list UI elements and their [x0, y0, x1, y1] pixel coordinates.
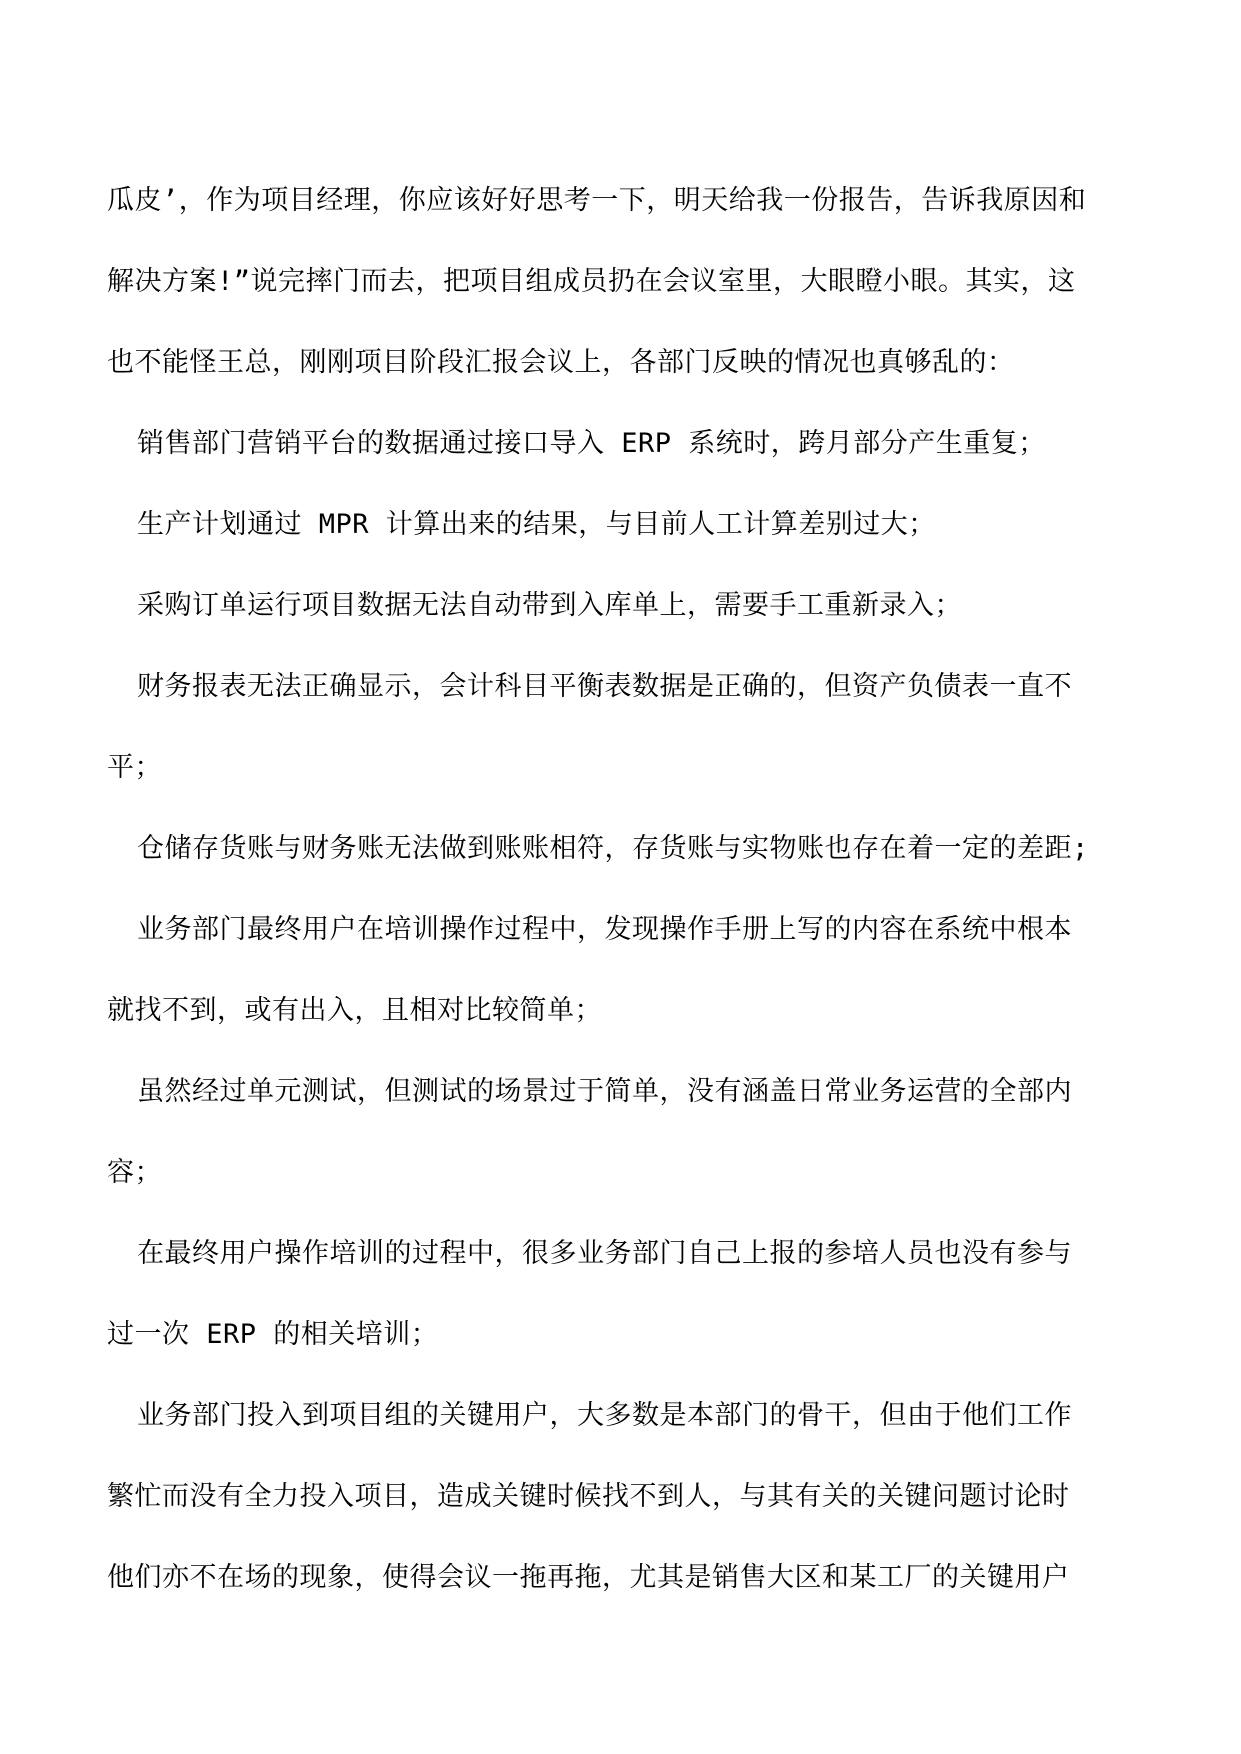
text-line: 繁忙而没有全力投入项目，造成关键时候找不到人，与其有关的关键问题讨论时 [107, 1481, 1070, 1512]
text-line: 瓜皮’，作为项目经理，你应该好好思考一下，明天给我一份报告，告诉我原因和 [107, 185, 1087, 216]
text-line: 解决方案!”说完摔门而去，把项目组成员扔在会议室里，大眼瞪小眼。其实，这 [107, 266, 1076, 297]
text-line: 生产计划通过 MPR 计算出来的结果，与目前人工计算差别过大； [137, 509, 936, 540]
text-line: 采购订单运行项目数据无法自动带到入库单上，需要手工重新录入； [137, 590, 962, 621]
text-line: 仓储存货账与财务账无法做到账账相符，存货账与实物账也存在着一定的差距; [137, 833, 1089, 864]
text-line: 业务部门最终用户在培训操作过程中，发现操作手册上写的内容在系统中根本 [137, 914, 1072, 945]
text-line: 容； [107, 1157, 162, 1188]
text-line: 过一次 ERP 的相关培训； [107, 1319, 439, 1350]
document-body [107, 160, 1141, 1618]
text-line: 财务报表无法正确显示，会计科目平衡表数据是正确的，但资产负债表一直不 [137, 671, 1072, 702]
text-line: 平； [107, 752, 162, 783]
text-line: 销售部门营销平台的数据通过接口导入 ERP 系统时，跨月部分产生重复； [137, 428, 1046, 459]
text-line: 也不能怪王总，刚刚项目阶段汇报会议上，各部门反映的情况也真够乱的： [107, 347, 1015, 378]
text-line: 业务部门投入到项目组的关键用户，大多数是本部门的骨干，但由于他们工作 [137, 1400, 1072, 1431]
text-line: 在最终用户操作培训的过程中，很多业务部门自己上报的参培人员也没有参与 [137, 1238, 1072, 1269]
text-line: 他们亦不在场的现象，使得会议一拖再拖，尤其是销售大区和某工厂的关键用户 [107, 1562, 1070, 1593]
text-line: 虽然经过单元测试，但测试的场景过于简单，没有涵盖日常业务运营的全部内 [137, 1076, 1072, 1107]
text-line: 就找不到，或有出入，且相对比较简单； [107, 995, 602, 1026]
